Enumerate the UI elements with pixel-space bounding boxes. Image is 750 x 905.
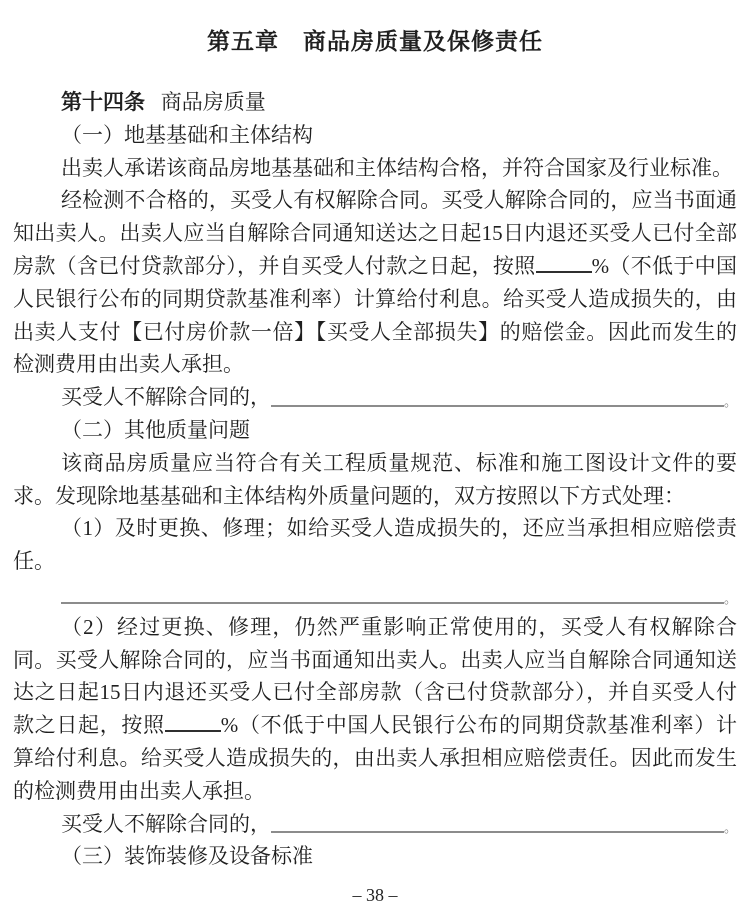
article-title: 商品房质量 xyxy=(160,90,266,114)
section-heading-decoration: （三）装饰装修及设备标准 xyxy=(61,844,313,869)
interest-rate-blank-1 xyxy=(536,271,592,273)
para-item-2 xyxy=(13,611,737,808)
para-item-1: （1）及时更换、修理；如给买受人造成损失的，还应当承担相应赔偿责任。 xyxy=(13,516,737,574)
interest-rate-blank-2 xyxy=(165,730,221,732)
fill-in-blank-no-rescind-2 xyxy=(271,831,724,833)
fill-row-no-rescind-2 xyxy=(13,808,737,841)
section-heading-foundation: （一）地基基础和主体结构 xyxy=(61,122,313,147)
para-quality-standards: 该商品房质量应当符合有关工程质量规范、标准和施工图设计文件的要求。发现除地基基础和主体结构外质量问题的，双方按照以下方式处理： xyxy=(13,450,737,508)
para-item-2-text-before: （2）经过更换、修理，仍然严重影响正常使用的，买受人有权解除合同。买受人解除合同的，应当书面通知出卖人。出卖人应当自解除合同通知送达之日起15日内退还买受人已付全部房款（含已付贷款部分），并自买受人付款之日起，按照 xyxy=(13,614,737,738)
fill-row-no-rescind-1 xyxy=(13,381,737,414)
para-inspection-failure-text-before: 经检测不合格的，买受人有权解除合同。买受人解除合同的，应当书面通知出卖人。出卖人应当自解除合同通知送达之日起15日内退还买受人已付全部房款（含已付贷款部分），并自买受人付款之日起，按照 xyxy=(13,188,737,278)
fill-in-blank-no-rescind-1 xyxy=(271,405,724,407)
article-label: 第十四条 xyxy=(61,90,145,114)
no-rescind-lead-2: 买受人不解除合同的， xyxy=(61,811,271,836)
blank-period-1: 。 xyxy=(723,393,737,409)
blank-period-3: 。 xyxy=(723,820,737,836)
fill-row-item-1 xyxy=(13,578,737,611)
para-foundation-promise: 出卖人承诺该商品房地基基础和主体结构合格，并符合国家及行业标准。 xyxy=(61,155,733,180)
chapter-title: 第五章 商品房质量及保修责任 xyxy=(207,29,543,54)
no-rescind-lead-1: 买受人不解除合同的， xyxy=(61,385,271,410)
section-heading-other-quality: （二）其他质量问题 xyxy=(61,417,250,442)
para-inspection-failure xyxy=(13,184,737,381)
para-inspection-failure-text-after: %（不低于中国人民银行公布的同期贷款基准利率）计算给付利息。给买受人造成损失的，由出卖人支付【已付房价款一倍】【买受人全部损失】的赔偿金。因此而发生的检测费用由出卖人承担。 xyxy=(13,253,737,377)
document-body xyxy=(13,86,737,873)
article-heading xyxy=(13,86,737,119)
blank-period-2: 。 xyxy=(723,590,737,606)
fill-in-blank-item-1 xyxy=(61,602,724,604)
page-number: – 38 – xyxy=(352,885,398,905)
para-item-2-text-after: %（不低于中国人民银行公布的同期贷款基准利率）计算给付利息。给买受人造成损失的，由出卖人承担相应赔偿责任。因此而发生的检测费用由出卖人承担。 xyxy=(13,713,738,803)
